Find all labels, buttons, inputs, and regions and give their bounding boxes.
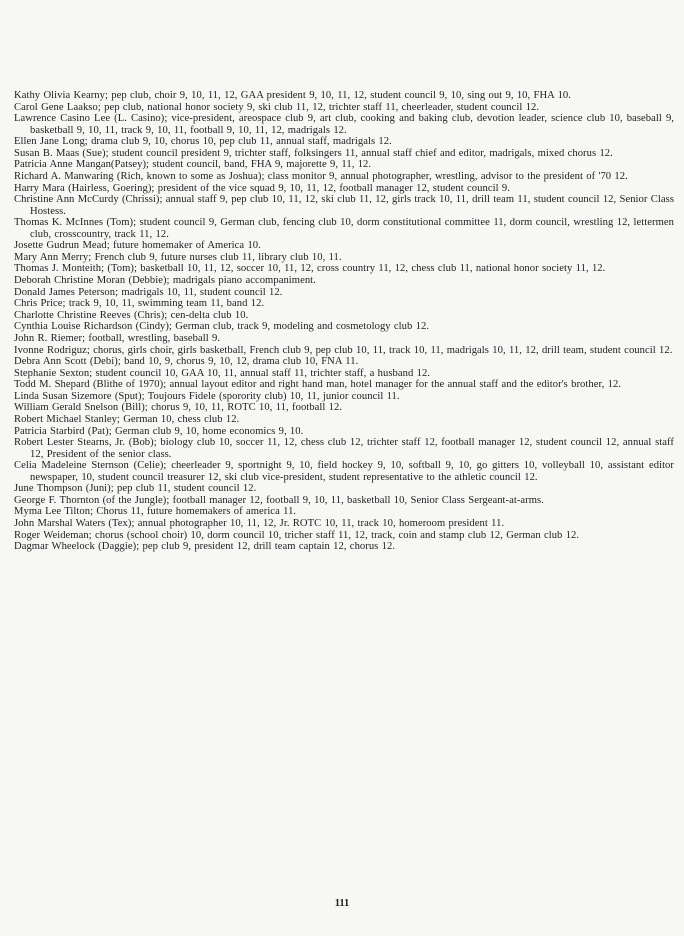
student-entry: Debra Ann Scott (Debi); band 10, 9, chorus 9, 10, 12, drama club 10, FNA 11. — [14, 356, 359, 368]
student-entry: Celia Madeleine Sternson (Celie); cheerleader 9, sportnight 9, 10, field hockey 9, 10, softball 9, 10, go gitters 10, volleyball 10, assistant editor newspaper, 10, student council treasurer 12, ski club vice-president, student representative to the athletic council 12. — [14, 460, 674, 483]
student-entry: Charlotte Christine Reeves (Chris); cen-delta club 10. — [14, 309, 249, 321]
page-number: 111 — [334, 898, 350, 909]
student-entry: Carol Gene Laakso; pep club, national honor society 9, ski club 11, 12, trichter staff 11, cheerleader, student council 12. — [14, 101, 540, 113]
student-entry: Stephanie Sexton; student council 10, GAA 10, 11, annual staff 11, trichter staff, a husband 12. — [14, 367, 430, 379]
student-entry: Ivonne Rodriguz; chorus, girls choir, girls basketball, French club 9, pep club 10, 11, track 10, 11, madrigals 10, 11, 12, drill team, student council 12. — [14, 344, 673, 356]
student-entry: William Gerald Snelson (Bill); chorus 9, 10, 11, ROTC 10, 11, football 12. — [14, 402, 343, 414]
student-entry: Mary Ann Merry; French club 9, future nurses club 11, library club 10, 11. — [14, 251, 342, 263]
student-entry: George F. Thornton (of the Jungle); football manager 12, football 9, 10, 11, basketball 10, Senior Class Sergeant-at-arms. — [14, 494, 544, 506]
student-entry: Todd M. Shepard (Blithe of 1970); annual layout editor and right hand man, hotel manager for the annual staff and the editor's brother, 12. — [14, 379, 622, 391]
student-entry: Lawrence Casino Lee (L. Casino); vice-president, areospace club 9, art club, cooking and baking club, devotion leader, science club 10, baseball 9, basketball 9, 10, 11, track 9, 10, 11, football 9, 10, 11, 12, madrigals 12. — [14, 113, 674, 136]
student-entry: Myma Lee Tilton; Chorus 11, future homemakers of america 11. — [14, 506, 297, 518]
student-entry: Linda Susan Sizemore (Sput); Toujours Fidele (sporority club) 10, 11, junior council 11. — [14, 390, 400, 402]
student-entry: Donald James Peterson; madrigals 10, 11, student council 12. — [14, 286, 283, 298]
student-entry: John R. Riemer; football, wrestling, baseball 9. — [14, 332, 221, 344]
student-entry: Josette Gudrun Mead; future homemaker of America 10. — [14, 240, 261, 252]
senior-activities-list — [14, 90, 674, 553]
student-entry: Susan B. Maas (Sue); student council president 9, trichter staff, folksingers 11, annual staff chief and editor, madrigals, mixed chorus 12. — [14, 147, 613, 159]
student-entry: Harry Mara (Hairless, Goering); president of the vice squad 9, 10, 11, 12, football manager 12, student council 9. — [14, 182, 510, 194]
student-entry: Roger Weideman; chorus (school choir) 10, dorm council 10, tricher staff 11, 12, track, coin and stamp club 12, German club 12. — [14, 529, 580, 541]
student-entry: John Marshal Waters (Tex); annual photographer 10, 11, 12, Jr. ROTC 10, 11, track 10, homeroom president 11. — [14, 518, 505, 530]
student-entry: Dagmar Wheelock (Daggie); pep club 9, president 12, drill team captain 12, chorus 12. — [14, 541, 396, 553]
student-entry: Deborah Christine Moran (Debbie); madrigals piano accompaniment. — [14, 274, 316, 286]
student-entry: Thomas K. McInnes (Tom); student council 9, German club, fencing club 10, dorm constitutional committee 11, dorm council, wrestling 12, lettermen club, crosscountry, track 11, 12. — [14, 217, 674, 240]
student-entry: Kathy Olivia Kearny; pep club, choir 9, 10, 11, 12, GAA president 9, 10, 11, 12, student council 9, 10, sing out 9, 10, FHA 10. — [14, 90, 571, 101]
student-entry: Christine Ann McCurdy (Chrissi); annual staff 9, pep club 10, 11, 12, ski club 11, 12, girls track 10, 11, drill team 11, student council 12, Senior Class Hostess. — [14, 194, 674, 217]
student-entry: Patricia Anne Mangan(Patsey); student council, band, FHA 9, majorette 9, 11, 12. — [14, 159, 372, 171]
student-entry: Robert Michael Stanley; German 10, chess club 12. — [14, 414, 240, 426]
student-entry: Robert Lester Stearns, Jr. (Bob); biology club 10, soccer 11, 12, chess club 12, trichter staff 12, football manager 12, student council 12, annual staff 12, President of the senior class. — [14, 437, 674, 460]
student-entry: Chris Price; track 9, 10, 11, swimming team 11, band 12. — [14, 298, 265, 310]
student-entry: Cynthia Louise Richardson (Cindy); German club, track 9, modeling and cosmetology club 12. — [14, 321, 430, 333]
student-entry: June Thompson (Juni); pep club 11, student council 12. — [14, 483, 257, 495]
student-entry: Richard A. Manwaring (Rich, known to some as Joshua); class monitor 9, annual photographer, wrestling, advisor to the president of '70 12. — [14, 170, 628, 182]
student-entry: Patricia Starbird (Pat); German club 9, 10, home economics 9, 10. — [14, 425, 304, 437]
student-entry: Thomas J. Monteith; (Tom); basketball 10, 11, 12, soccer 10, 11, 12, cross country 11, 12, chess club 11, national honor society 11, 12. — [14, 263, 606, 275]
student-entry: Ellen Jane Long; drama club 9, 10, chorus 10, pep club 11, annual staff, madrigals 12. — [14, 136, 392, 148]
